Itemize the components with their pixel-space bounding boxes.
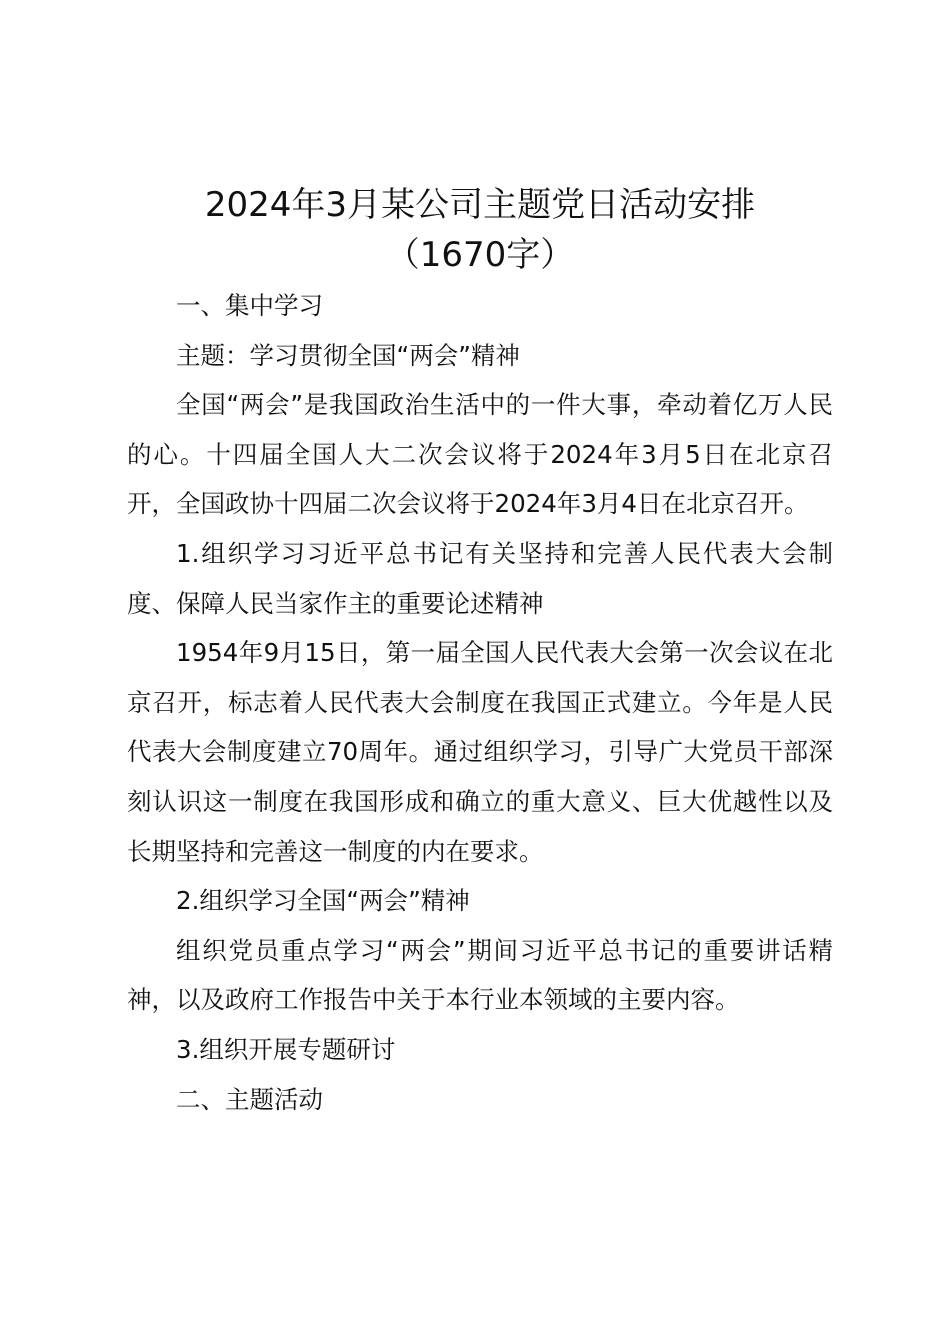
paragraph-intro: 全国“两会”是我国政治生活中的一件大事，牵动着亿万人民的心。十四届全国人大二次会议将于2024年3月5日在北京召开，全国政协十四届二次会议将于2024年3月4日在北京召开。 <box>127 390 833 519</box>
document-body <box>127 281 833 1124</box>
document-word-count: （1670字） <box>385 235 575 275</box>
item-heading-3: 3.组织开展专题研讨 <box>176 1034 396 1064</box>
paragraph-history: 1954年9月15日，第一届全国人民代表大会第一次会议在北京召开，标志着人民代表大会制度在我国正式建立。今年是人民代表大会制度建立70周年。通过组织学习，引导广大党员干部深刻认识这一制度在我国形成和确立的重大意义、巨大优越性以及长期坚持和完善这一制度的内在要求。 <box>127 638 833 866</box>
theme-line: 主题：学习贯彻全国“两会”精神 <box>176 340 520 370</box>
paragraph-study: 组织党员重点学习“两会”期间习近平总书记的重要讲话精神，以及政府工作报告中关于本行业本领域的主要内容。 <box>127 935 833 1015</box>
item-heading-1: 1.组织学习习近平总书记有关坚持和完善人民代表大会制度、保障人民当家作主的重要论述精神 <box>127 538 833 618</box>
document-title: 2024年3月某公司主题党日活动安排 <box>204 185 756 225</box>
section-heading-1: 一、集中学习 <box>176 291 323 320</box>
section-heading-2: 二、主题活动 <box>176 1084 323 1114</box>
item-heading-2: 2.组织学习全国“两会”精神 <box>176 886 470 916</box>
